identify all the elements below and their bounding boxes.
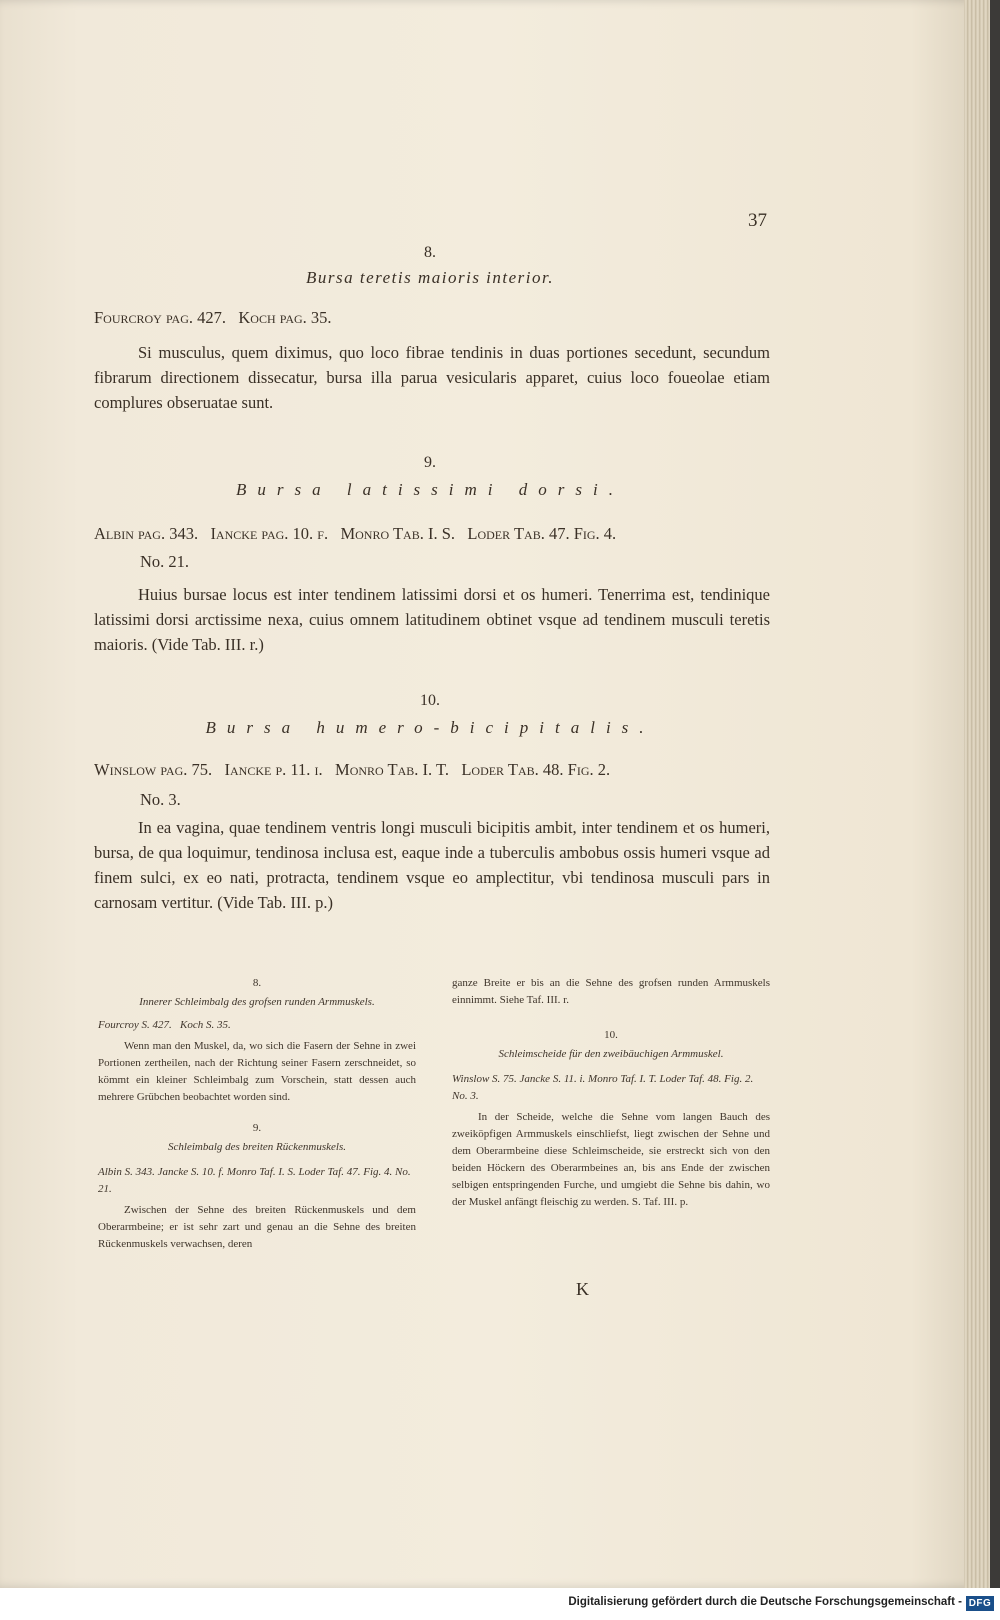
footer-credit-text: Digitalisierung gefördert durch die Deutsche Forschungsgemeinschaft -: [568, 1596, 962, 1608]
section-references: Albin pag. 343. Iancke pag. 10. f. Monro Tab. I. S. Loder Tab. 47. Fig. 4.: [94, 524, 617, 543]
signature-mark: K: [576, 1279, 589, 1299]
page-edge: [964, 0, 990, 1588]
section-references: Fourcroy pag. 427. Koch pag. 35.: [94, 308, 332, 327]
digitization-footer: [0, 1588, 1000, 1620]
footnote-number: 8.: [252, 977, 262, 989]
footnote-continuation: ganze Breite er bis an die Sehne des grofsen runden Armmuskels einnimmt. Siehe Taf. III. r.: [452, 977, 770, 1006]
section-number: 10.: [420, 692, 440, 709]
section-number: 9.: [424, 454, 436, 471]
section-references-continued: No. 21.: [140, 552, 190, 571]
footnote-references: Winslow S. 75. Jancke S. 11. i. Monro Taf. I. T. Loder Taf. 48. Fig. 2. No. 3.: [452, 1073, 754, 1102]
section-title: Bursa latissimi dorsi.: [236, 480, 624, 499]
page-number: 37: [748, 210, 767, 231]
footnote-number: 9.: [252, 1122, 262, 1134]
dfg-logo-icon: DFG: [966, 1596, 994, 1611]
footnote-body: In der Scheide, welche die Sehne vom langen Bauch des zweiköpfigen Armmuskels einschliefst, liegt zwischen der Sehne und dem Oberarmbeine diese Schleimscheide, sie erstreckt sich von den beiden Höckern des Oberarmbeines an, bis ans Ende der zwischen selbigen entspringenden Furche, und umgiebt die Sehne bis dahin, wo der Muskel anfängt fleischig zu werden. S. Taf. III. p.: [452, 1111, 770, 1208]
footnote-body: Zwischen der Sehne des breiten Rückenmuskels und dem Oberarmbeine; er ist sehr zart und genau an die Sehne des breiten Rückenmuskels verwachsen, deren: [98, 1204, 416, 1250]
section-body: Huius bursae locus est inter tendinem latissimi dorsi et os humeri. Tenerrima est, tendinique latissimi dorsi arctissime nexa, cuius omnem latitudinem obtinet vsque ad tendinem musculi teretis maioris. (Vide Tab. III. r.): [94, 585, 770, 654]
section-body: Si musculus, quem diximus, quo loco fibrae tendinis in duas portiones secedunt, secundum fibrarum directionem dissecatur, bursa illa parua vesicularis apparet, cuius loco foueolae etiam complures obseruatae sunt.: [94, 343, 770, 412]
footnote-title: Schleimscheide für den zweibäuchigen Armmuskel.: [498, 1048, 724, 1060]
footnote-body: Wenn man den Muskel, da, wo sich die Fasern der Sehne in zwei Portionen zertheilen, nach der Richtung seiner Fasern zerschneidet, so kömmt ein kleiner Schleimbalg zum Vorschein, statt dessen auch mehrere Grübchen beobachtet worden sind.: [98, 1040, 416, 1103]
footnote-references: Fourcroy S. 427. Koch S. 35.: [98, 1019, 231, 1031]
section-references-continued: No. 3.: [140, 790, 181, 809]
footnote-number: 10.: [604, 1029, 618, 1041]
section-references: Winslow pag. 75. Iancke p. 11. i. Monro Tab. I. T. Loder Tab. 48. Fig. 2.: [94, 760, 611, 779]
footnote-title: Innerer Schleimbalg des grofsen runden Armmuskels.: [139, 996, 375, 1008]
footnotes-right-column: [452, 975, 770, 1211]
footnote-references: Albin S. 343. Jancke S. 10. f. Monro Taf. I. S. Loder Taf. 47. Fig. 4. No. 21.: [98, 1166, 411, 1195]
footnotes-left-column: [98, 975, 416, 1253]
footnote-title: Schleimbalg des breiten Rückenmuskels.: [168, 1141, 346, 1153]
section-body: In ea vagina, quae tendinem ventris longi musculi bicipitis ambit, inter tendinem et os humeri, bursa, de qua loquimur, tendinosa inclusa est, eaque inde a tuberculis ambobus ossis humeri vsque ad finem sulci, ex eo nati, protracta, tendinem vsque eo amplectitur, vbi tendinosa musculi pars in carnosam vertitur. (Vide Tab. III. p.): [94, 818, 770, 912]
section-title: Bursa humero-bicipitalis.: [205, 718, 655, 737]
section-number: 8.: [424, 244, 436, 261]
section-title: Bursa teretis maioris interior.: [306, 268, 554, 287]
